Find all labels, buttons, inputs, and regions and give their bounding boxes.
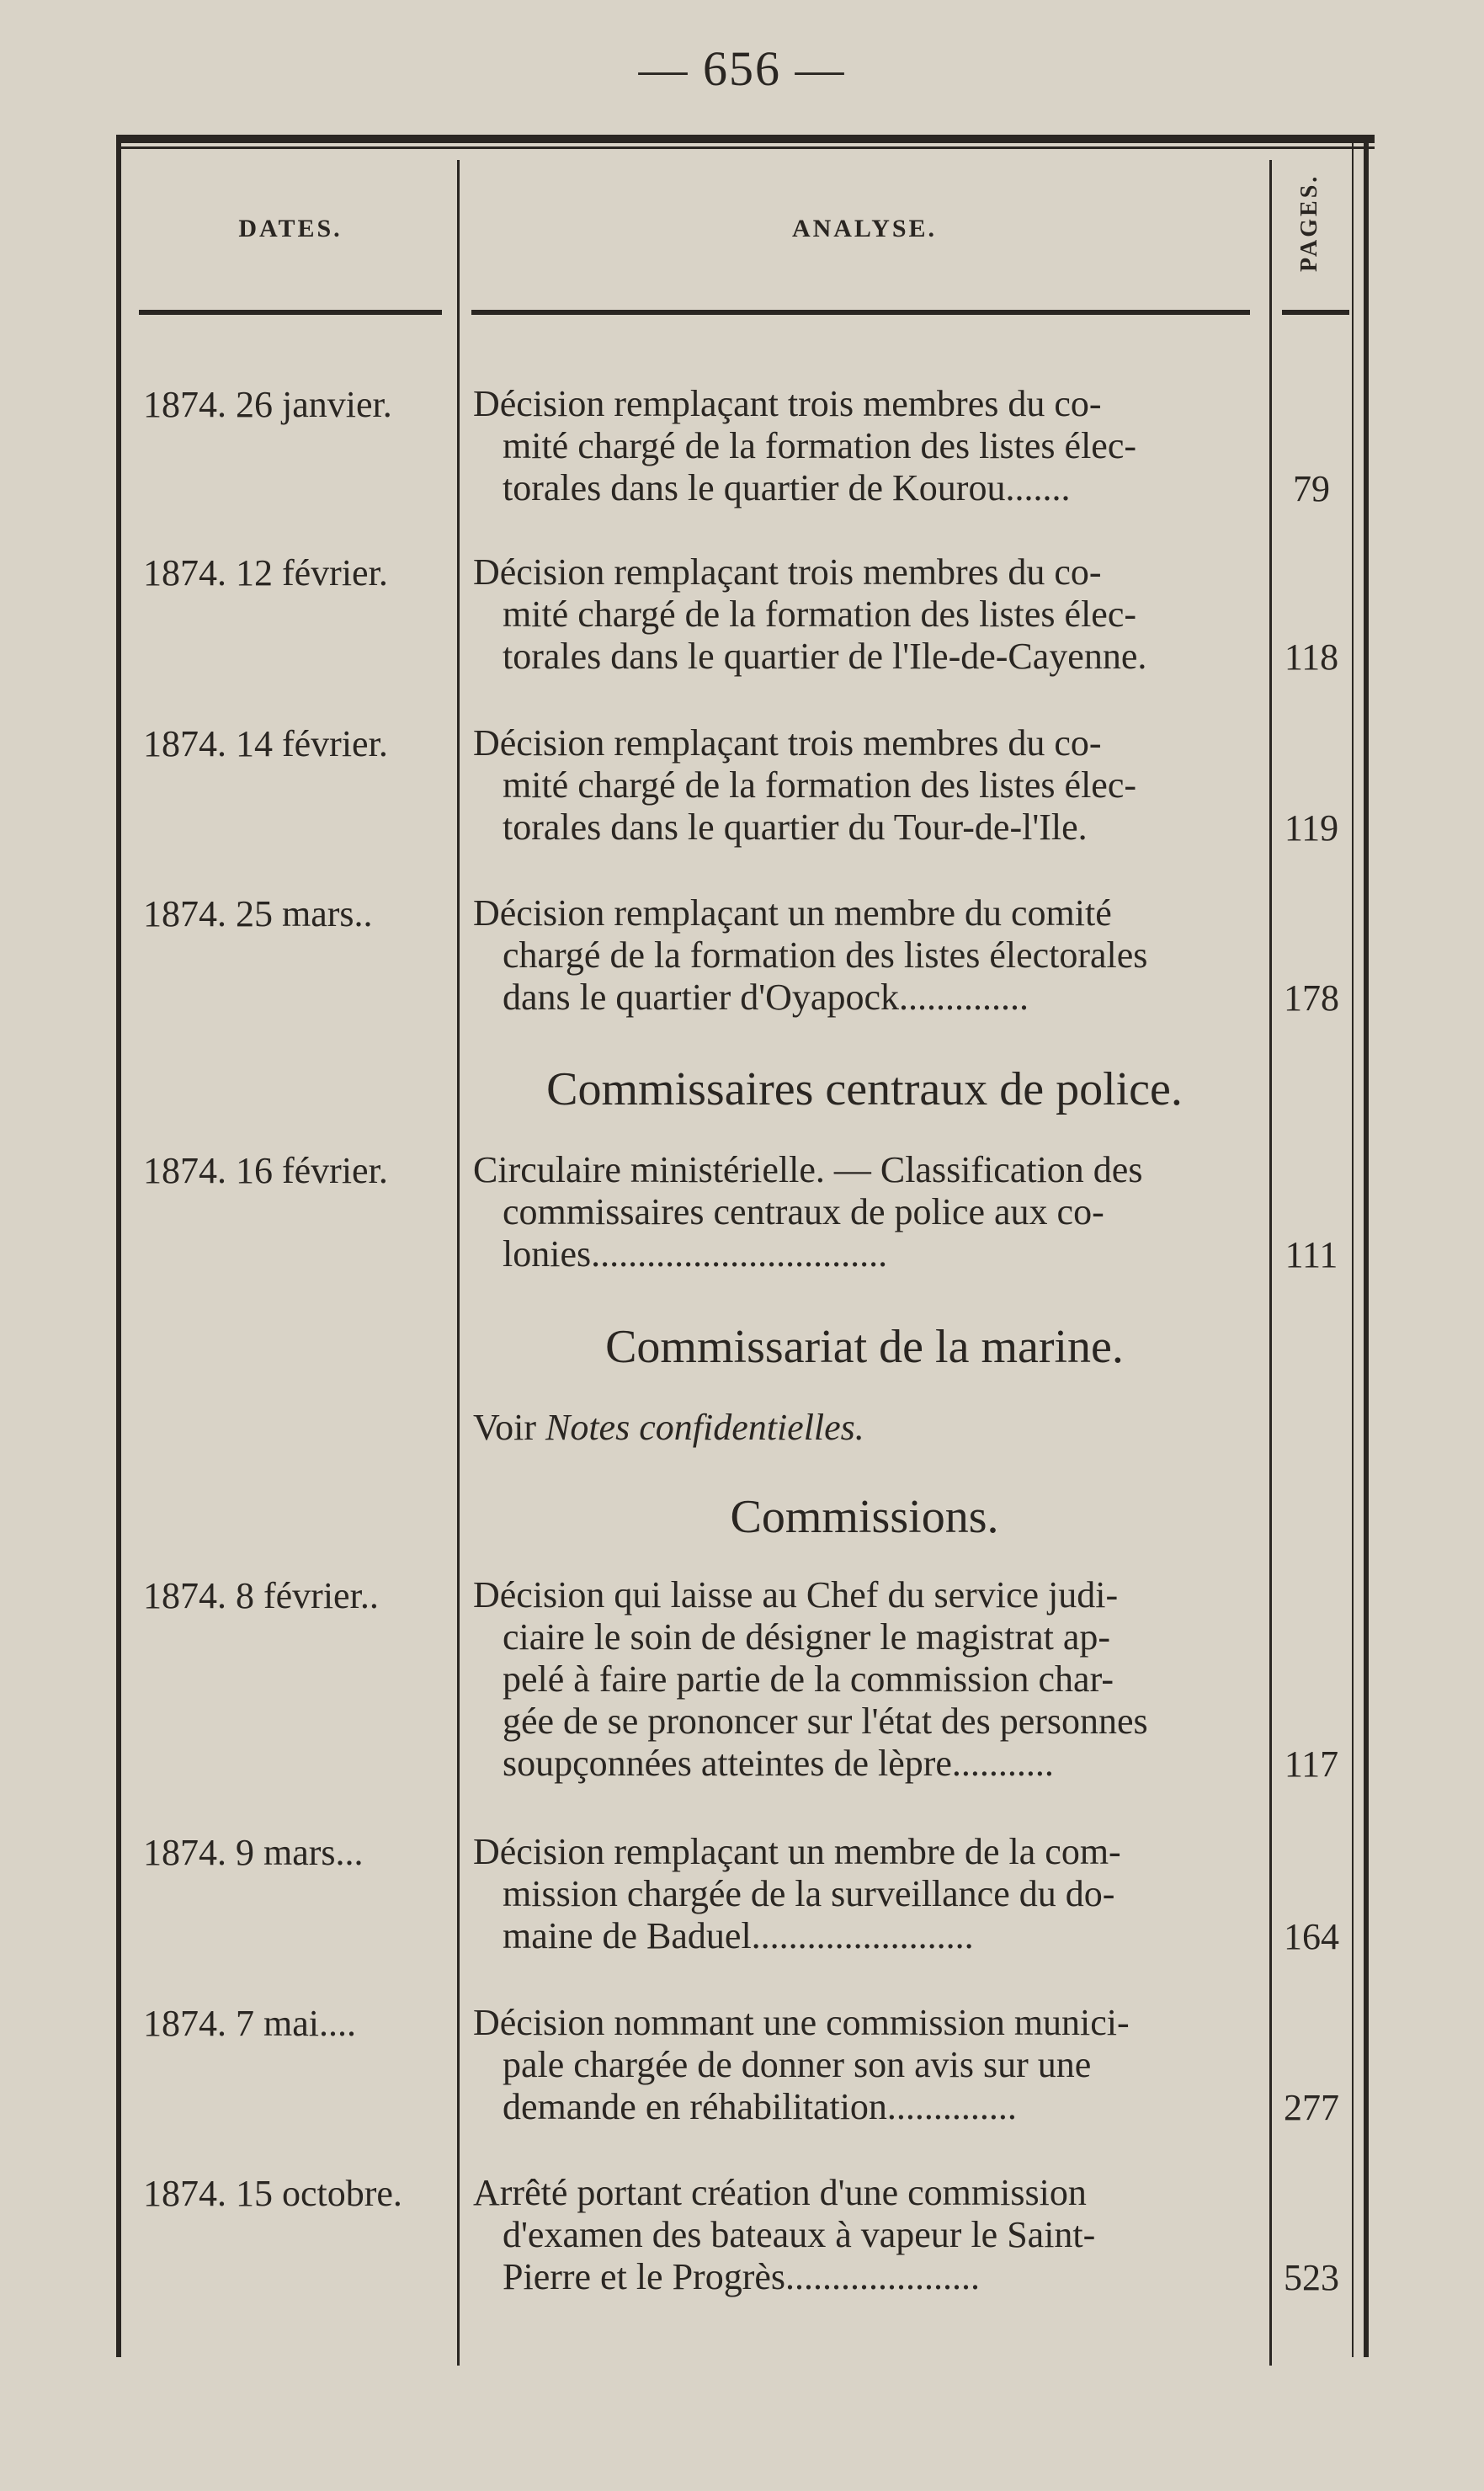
row-date: 1874. 26 janvier. xyxy=(143,384,392,425)
analysis-line: maine de Baduel........................ xyxy=(503,1915,974,1956)
analysis-line: lonies................................ xyxy=(503,1233,888,1275)
row-page: 79 xyxy=(1293,468,1330,509)
row-page: 117 xyxy=(1284,1743,1339,1785)
row-date: 1874. 9 mars... xyxy=(143,1832,364,1873)
analysis-line: pelé à faire partie de la commission char- xyxy=(503,1658,1114,1700)
row-date: 1874. 14 février. xyxy=(143,723,388,764)
row-date: 1874. 16 février. xyxy=(143,1150,388,1191)
analysis-line: Pierre et le Progrès..................... xyxy=(503,2256,980,2297)
row-page: 164 xyxy=(1284,1916,1339,1957)
voir-reference: Notes confidentielles. xyxy=(545,1407,864,1448)
analysis-line: Décision remplaçant trois membres du co- xyxy=(473,383,1102,424)
column-divider-dates xyxy=(457,160,460,2366)
row-analysis xyxy=(473,1149,1260,1275)
section-heading: Commissariat de la marine. xyxy=(605,1321,1124,1373)
row-page: 118 xyxy=(1284,636,1339,678)
header-dates: DATES. xyxy=(238,215,343,242)
analysis-line: Arrêté portant création d'une commission xyxy=(473,2172,1087,2213)
table-top-border-thin xyxy=(116,146,1375,149)
header-rule-pages xyxy=(1282,310,1349,315)
analysis-line: mission chargée de la surveillance du do- xyxy=(503,1873,1115,1914)
row-page: 119 xyxy=(1284,807,1339,849)
analysis-line: d'examen des bateaux à vapeur le Saint- xyxy=(503,2214,1096,2255)
analysis-line: mité chargé de la formation des listes élec- xyxy=(503,425,1137,466)
analysis-line: Décision remplaçant trois membres du co- xyxy=(473,551,1102,593)
row-date: 1874. 7 mai.... xyxy=(143,2003,356,2044)
table-right-border-inner xyxy=(1352,135,1354,2357)
row-analysis xyxy=(473,551,1260,678)
row-page: 277 xyxy=(1284,2087,1339,2128)
header-analyse: ANALYSE. xyxy=(791,215,938,242)
analysis-line: torales dans le quartier du Tour-de-l'Ile. xyxy=(503,806,1088,848)
column-divider-pages xyxy=(1269,160,1272,2366)
header-pages: PAGES. xyxy=(1296,173,1322,273)
analysis-line: chargé de la formation des listes électorales xyxy=(503,934,1148,976)
header-rule-dates xyxy=(139,310,442,315)
analysis-line: mité chargé de la formation des listes élec- xyxy=(503,593,1137,635)
table-left-border xyxy=(116,135,121,2357)
analysis-line: mité chargé de la formation des listes élec- xyxy=(503,764,1137,806)
row-date: 1874. 8 février.. xyxy=(143,1575,379,1616)
analysis-line: torales dans le quartier de l'Ile-de-Cayenne. xyxy=(503,636,1147,677)
section-heading: Commissions. xyxy=(730,1491,999,1543)
row-date: 1874. 15 octobre. xyxy=(143,2173,402,2214)
analysis-line: Décision remplaçant un membre de la com- xyxy=(473,1831,1121,1872)
analysis-line: Circulaire ministérielle. — Classification des xyxy=(473,1149,1143,1190)
row-date: 1874. 25 mars.. xyxy=(143,893,373,934)
row-analysis xyxy=(473,722,1260,849)
voir-prefix: Voir xyxy=(473,1407,536,1448)
analysis-line: demande en réhabilitation.............. xyxy=(503,2086,1017,2127)
section-heading: Commissaires centraux de police. xyxy=(546,1063,1183,1115)
row-date: 1874. 12 février. xyxy=(143,552,388,593)
analysis-line: torales dans le quartier de Kourou....... xyxy=(503,467,1071,508)
table-right-border xyxy=(1364,135,1369,2357)
cross-reference xyxy=(473,1406,864,1449)
row-page: 178 xyxy=(1284,977,1339,1019)
analysis-line: dans le quartier d'Oyapock.............. xyxy=(503,977,1029,1018)
row-analysis xyxy=(473,2172,1260,2298)
row-page: 111 xyxy=(1285,1234,1338,1275)
analysis-line: ciaire le soin de désigner le magistrat ap- xyxy=(503,1616,1111,1658)
analysis-line: Décision nommant une commission munici- xyxy=(473,2002,1130,2043)
analysis-line: pale chargée de donner son avis sur une xyxy=(503,2044,1092,2085)
analysis-line: Décision remplaçant trois membres du co- xyxy=(473,722,1102,764)
header-rule-analyse xyxy=(471,310,1250,315)
analysis-line: soupçonnées atteintes de lèpre........... xyxy=(503,1743,1054,1784)
row-analysis xyxy=(473,892,1260,1019)
analysis-line: gée de se prononcer sur l'état des personnes xyxy=(503,1701,1148,1742)
row-analysis xyxy=(473,383,1260,509)
page-number: — 656 — xyxy=(638,41,846,96)
table-top-border xyxy=(116,135,1375,143)
row-page: 523 xyxy=(1284,2257,1339,2298)
row-analysis xyxy=(473,1574,1260,1785)
analysis-line: commissaires centraux de police aux co- xyxy=(503,1191,1104,1232)
row-analysis xyxy=(473,2002,1260,2128)
row-analysis xyxy=(473,1831,1260,1957)
analysis-line: Décision qui laisse au Chef du service judi- xyxy=(473,1574,1119,1615)
analysis-line: Décision remplaçant un membre du comité xyxy=(473,892,1112,934)
